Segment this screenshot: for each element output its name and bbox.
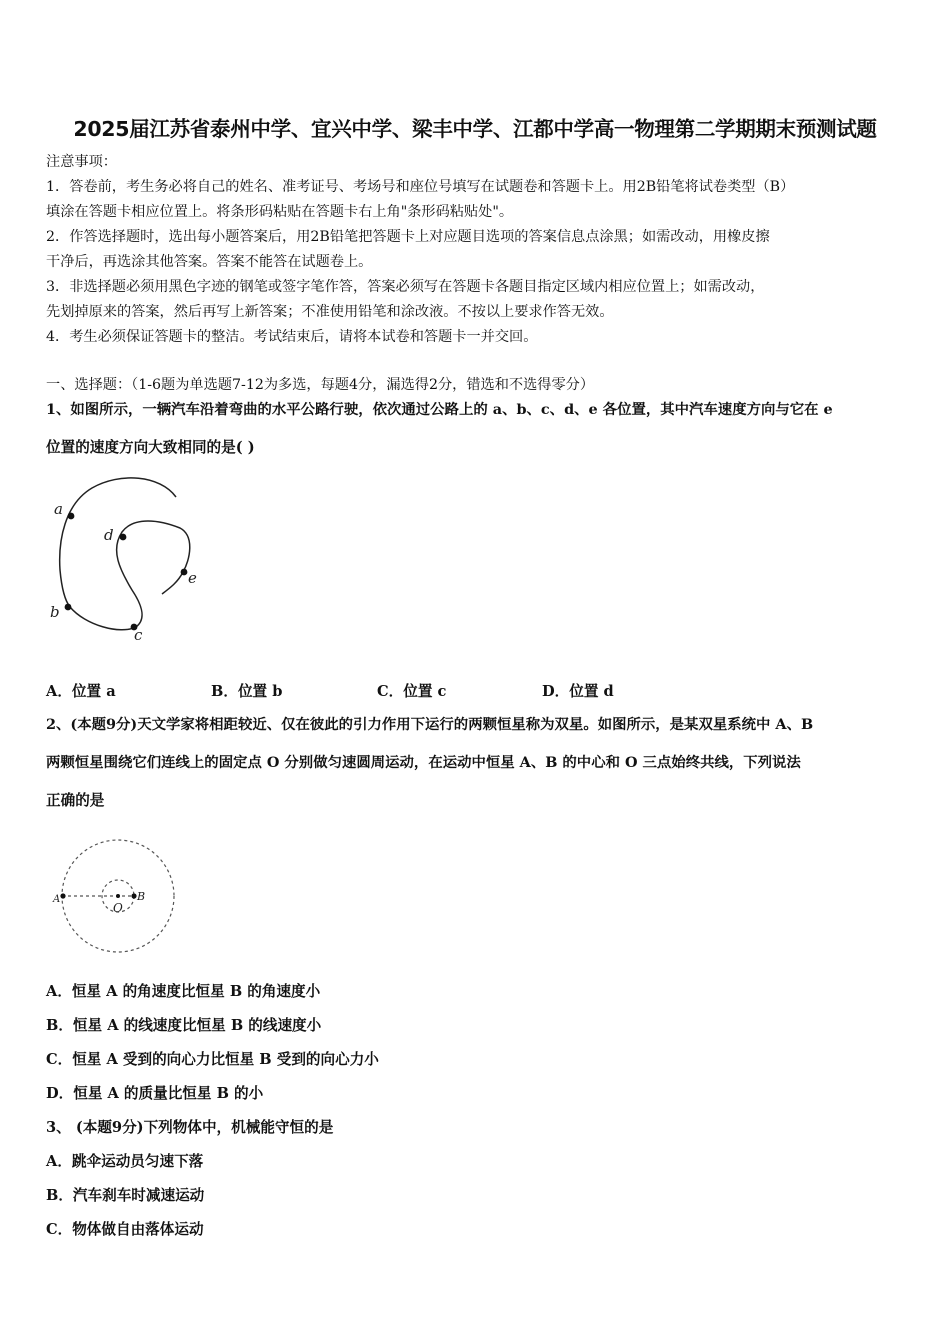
q3-option-c[interactable]: C．物体做自由落体运动 — [46, 1221, 204, 1238]
q1-option-b[interactable] — [211, 680, 282, 701]
option-text: 位置 d — [569, 683, 614, 700]
q2-option-a[interactable]: A．恒星 A 的角速度比恒星 B 的角速度小 — [46, 983, 321, 1000]
label-d: d — [104, 526, 114, 544]
q2-binary-star-figure — [44, 828, 184, 958]
q1-stem-line1: 1、如图所示，一辆汽车沿着弯曲的水平公路行驶，依次通过公路上的 a、b、c、d、e 各位置，其中汽车速度方向与它在 e — [46, 401, 833, 418]
notice-line: 先划掉原来的答案，然后再写上新答案；不准使用铅笔和涂改液。不按以上要求作答无效。 — [46, 304, 614, 320]
label-A: A — [53, 894, 61, 905]
q2-option-b[interactable]: B．恒星 A 的线速度比恒星 B 的线速度小 — [46, 1017, 322, 1034]
section-heading: 一、选择题：（1-6题为单选题7-12为多选，每题4分，漏选得2分，错选和不选得零分） — [46, 377, 595, 393]
q3-stem-line1: 3、 (本题9分)下列物体中，机械能守恒的是 — [46, 1119, 334, 1136]
point-d — [120, 534, 127, 541]
point-b — [65, 604, 72, 611]
label-b: b — [50, 603, 60, 621]
q1-stem-line2: 位置的速度方向大致相同的是( ) — [46, 439, 255, 456]
label-e: e — [188, 569, 197, 587]
notice-line: 4．考生必须保证答题卡的整洁。考试结束后，请将本试卷和答题卡一并交回。 — [46, 329, 538, 345]
q2-stem-line1: 2、(本题9分)天文学家将相距较近、仅在彼此的引力作用下运行的两颗恒星称为双星。如图所示，是某双星系统中 A、B — [46, 716, 814, 733]
notice-line: 填涂在答题卡相应位置上。将条形码粘贴在答题卡右上角"条形码粘贴处"。 — [46, 204, 514, 220]
q1-road-figure — [40, 470, 220, 650]
point-e — [181, 569, 188, 576]
notice-line: 2．作答选择题时，选出每小题答案后，用2B铅笔把答题卡上对应题目选项的答案信息点涂黑；如需改动，用橡皮擦 — [46, 229, 770, 245]
star-b — [131, 893, 136, 898]
q1-option-a[interactable] — [46, 680, 116, 701]
q2-stem-line3: 正确的是 — [46, 792, 105, 809]
label-B: B — [137, 890, 146, 903]
notice-line: 3．非选择题必须用黑色字迹的钢笔或签字笔作答，答案必须写在答题卡各题目指定区域内相应位置上；如需改动， — [46, 279, 765, 295]
option-text: 位置 b — [237, 683, 283, 700]
notice-line: 1．答卷前，考生务必将自己的姓名、准考证号、考场号和座位号填写在试题卷和答题卡上。用2B铅笔将试卷类型（B） — [46, 179, 795, 195]
notice-line: 干净后，再选涂其他答案。答案不能答在试题卷上。 — [46, 254, 373, 270]
option-letter: B． — [211, 683, 238, 700]
page-title: 2025届江苏省泰州中学、宜兴中学、梁丰中学、江都中学高一物理第二学期期末预测试题 — [73, 117, 877, 141]
center-o — [116, 894, 120, 898]
star-a — [60, 893, 65, 898]
notice-heading: 注意事项： — [46, 154, 117, 170]
label-a: a — [54, 500, 63, 518]
option-text: 位置 a — [71, 683, 116, 700]
q1-option-d[interactable] — [542, 680, 614, 701]
option-text: 位置 c — [403, 683, 447, 700]
option-letter: A． — [46, 683, 72, 700]
q3-option-b[interactable]: B．汽车刹车时减速运动 — [46, 1187, 205, 1204]
option-letter: D． — [542, 683, 570, 700]
q2-option-d[interactable]: D．恒星 A 的质量比恒星 B 的小 — [46, 1085, 264, 1102]
option-letter: C． — [377, 683, 404, 700]
q2-option-c[interactable]: C．恒星 A 受到的向心力比恒星 B 受到的向心力小 — [46, 1051, 379, 1068]
q3-option-a[interactable]: A．跳伞运动员匀速下落 — [46, 1153, 204, 1170]
q2-stem-line2: 两颗恒星围绕它们连线上的固定点 O 分别做匀速圆周运动，在运动中恒星 A、B 的中心和 O 三点始终共线，下列说法 — [46, 754, 801, 771]
label-c: c — [134, 626, 143, 644]
label-O: O — [113, 901, 123, 915]
point-a — [68, 513, 75, 520]
road-curve — [60, 478, 190, 630]
q1-option-c[interactable] — [377, 680, 446, 701]
